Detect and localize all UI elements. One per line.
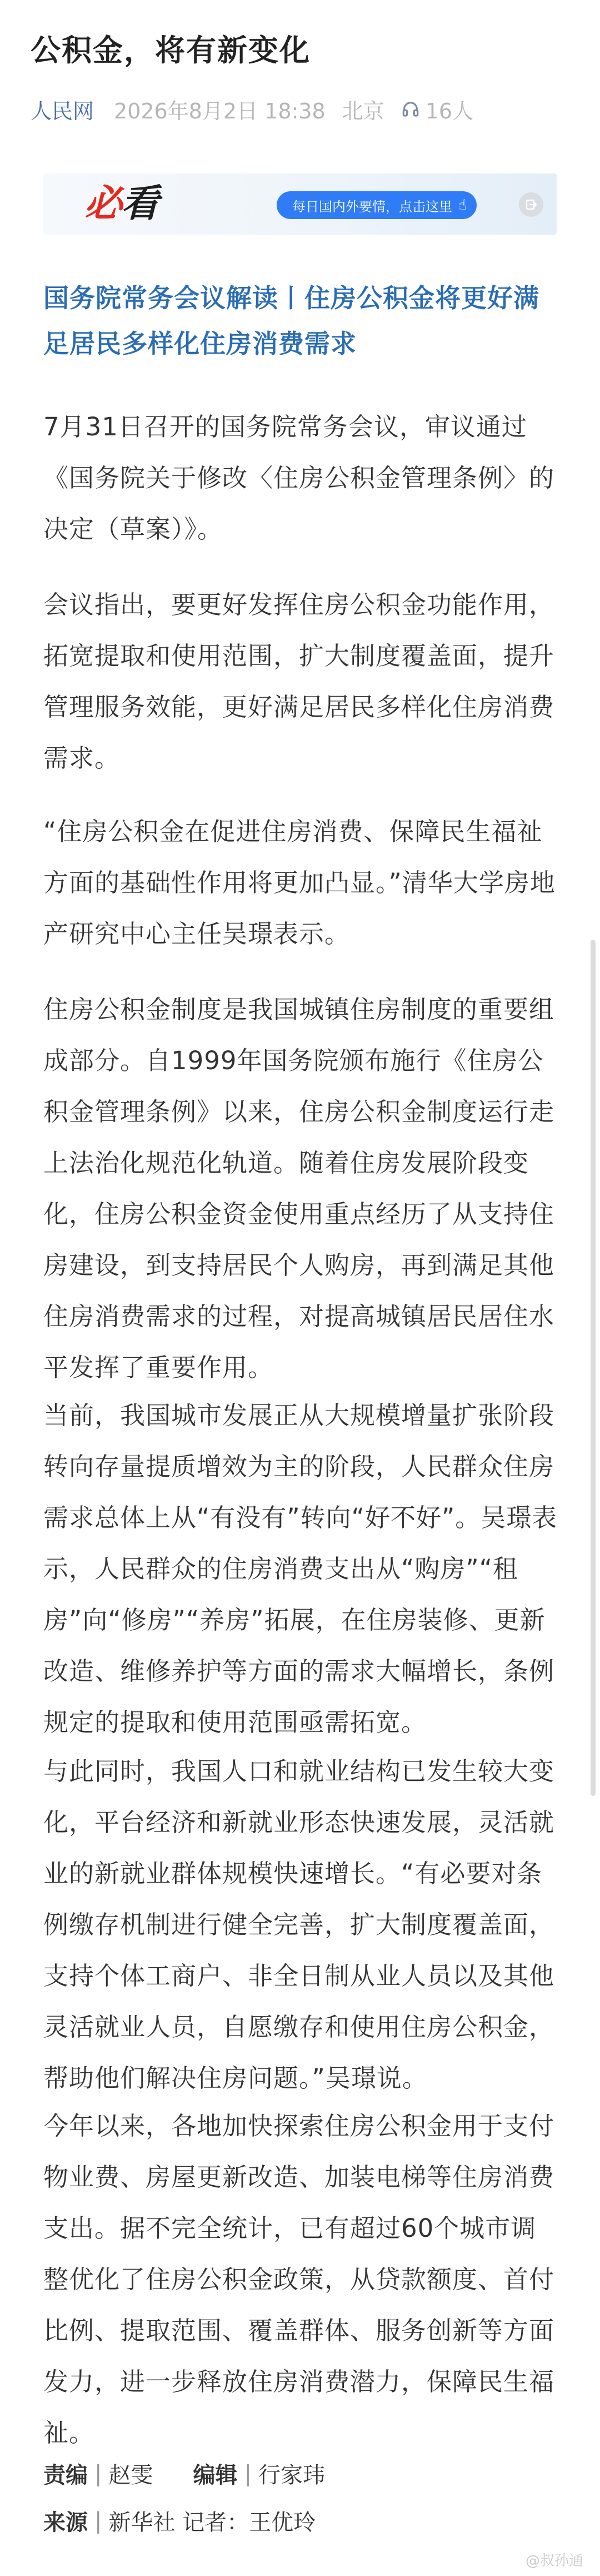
- listen-count: 16人: [425, 98, 474, 123]
- headphones-icon: [401, 100, 420, 118]
- source-name: 新华社 记者：王优玲: [108, 2510, 316, 2535]
- paragraph: “住房公积金在促进住房消费、保障民生福祉方面的基础性作用将更加凸显。”清华大学房地产研究中心主任吴璟表示。: [43, 817, 556, 949]
- weibo-watermark: @叔孙通: [525, 2553, 583, 2569]
- pointing-hand-icon: ☝: [458, 197, 467, 214]
- exit-icon[interactable]: [519, 192, 543, 217]
- bikan-logo: 必看: [84, 181, 158, 226]
- paragraph: 今年以来，各地加快探索住房公积金用于支付物业费、房屋更新改造、加装电梯等住房消费支出。据不完全统计，已有超过60个城市调整优化了住房公积金政策，从贷款额度、首付比例、提取范围、覆盖群体、服务创新等方面发力，进一步释放住房消费潜力，保障民生福祉。: [43, 2111, 555, 2448]
- scrollbar[interactable]: [591, 940, 596, 1796]
- separator: |: [244, 2460, 252, 2486]
- paragraph: 住房公积金制度是我国城镇住房制度的重要组成部分。自1999年国务院颁布施行《住房公积金管理条例》以来，住房公积金制度运行走上法治化规范化轨道。随着住房发展阶段变化，住房公积金资金使用重点经历了从支持住房建设，到支持居民个人购房，再到满足其他住房消费需求的过程，对提高城镇居民居住水平发挥了重要作用。: [43, 995, 555, 1382]
- promo-banner[interactable]: [43, 173, 557, 235]
- banner-cta-label: 每日国内外要情，点击这里: [292, 198, 452, 215]
- publish-date: 2026年8月2日 18:38: [114, 98, 326, 123]
- source-link[interactable]: 人民网: [31, 98, 94, 123]
- editor-label: 责编: [43, 2463, 88, 2488]
- source-credits: [43, 2505, 316, 2537]
- editor-credits: [43, 2458, 325, 2489]
- editor-name: 赵雯: [108, 2463, 153, 2488]
- article-title: 公积金，将有新变化: [31, 33, 311, 68]
- paragraph: 与此同时，我国人口和就业结构已发生较大变化，平台经济和新就业形态快速发展，灵活就业的新就业群体规模快速增长。“有必要对条例缴存机制进行健全完善，扩大制度覆盖面，支持个体工商户、非全日制从业人员以及其他灵活就业人员，自愿缴存和使用住房公积金，帮助他们解决住房问题。”吴璟说。: [43, 1756, 555, 2093]
- editing-name: 行家玮: [258, 2463, 325, 2488]
- publish-location: 北京: [342, 98, 384, 123]
- article-meta: [31, 95, 473, 123]
- paragraph: 7月31日召开的国务院常务会议，审议通过《国务院关于修改〈住房公积金管理条例〉的决定（草案）》。: [43, 412, 555, 544]
- article-subtitle: 国务院常务会议解读丨住房公积金将更好满足居民多样化住房消费需求: [43, 283, 539, 359]
- paragraph: 会议指出，要更好发挥住房公积金功能作用，拓宽提取和使用范围，扩大制度覆盖面，提升管理服务效能，更好满足居民多样化住房消费需求。: [43, 590, 555, 773]
- banner-cta-button[interactable]: [277, 191, 477, 219]
- listen-button[interactable]: [401, 94, 473, 125]
- editing-label: 编辑: [193, 2463, 238, 2488]
- separator: |: [94, 2508, 102, 2534]
- separator: |: [94, 2460, 102, 2486]
- paragraph: 当前，我国城市发展正从大规模增量扩张阶段转向存量提质增效为主的阶段，人民群众住房需求总体上从“有没有”转向“好不好”。吴璟表示，人民群众的住房消费支出从“购房”“租房”向“修房”“养房”拓展，在住房装修、更新改造、维修养护等方面的需求大幅增长，条例规定的提取和使用范围亟需拓宽。: [43, 1401, 558, 1737]
- source-label: 来源: [43, 2510, 88, 2535]
